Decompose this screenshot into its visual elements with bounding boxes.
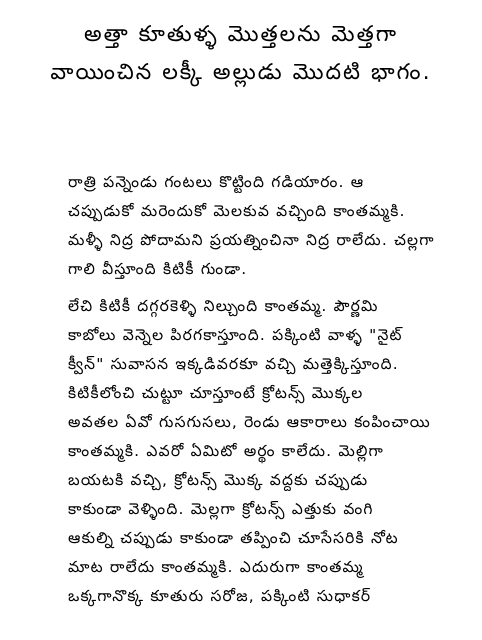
text-line: మాట రాలేదు కాంతమ్మకి. ఎదురుగా కాంతమ్మ <box>68 558 364 576</box>
paragraph-2 <box>68 292 482 611</box>
text-line: ఆకుల్ని చప్పుడు కాకుండా తప్పించి చూసేసరికి నోట <box>68 529 399 547</box>
text-line: కాబోలు వెన్నెల పిరగకాస్తూంది. పక్కింటి వాళ్ళ "నైట్ <box>68 326 403 344</box>
text-line: క్వీన్" సువాసన ఇక్కడివరకూ వచ్చి మత్తెక్కిస్తూంది. <box>68 355 399 373</box>
text-line: అవతల ఏవో గుసగుసలు, రెండు ఆకారాలు కంపించాయి <box>68 413 431 431</box>
text-line: గాలి వీస్తూంది కిటికీ గుండా. <box>68 260 248 278</box>
page-title-line-2: వాయించిన లక్కీ అల్లుడు మొదటి భాగం. <box>50 60 432 85</box>
text-line: మళ్ళీ నిద్ర పోదామని ప్రయత్నించినా నిద్ర రాలేదు. చల్లగా <box>68 231 435 249</box>
text-line: ఒక్కగానొక్క కూతురు సరోజ, పక్కింటి సుధాకర్ <box>68 587 372 605</box>
page-title-line-1: అత్తా కూతుళ్ళ మొత్తలను మెత్తగా <box>84 22 398 47</box>
text-line: కాకుండా వెళ్ళింది. మెల్లగా క్రోటన్స్ ఎత్తుకు వంగి <box>68 500 374 518</box>
paragraph-1 <box>68 168 482 284</box>
text-line: లేచి కిటికీ దగ్గరకెళ్ళి నిల్చుంది కాంతమ్మ. పౌర్ణమి <box>68 297 379 315</box>
text-line: రాత్రి పన్నెండు గంటలు కొట్టింది గడియారం. ఆ <box>68 173 365 191</box>
text-line: బయటకి వచ్చి, క్రోటన్స్ మొక్క వద్దకు చప్పుడు <box>68 471 369 489</box>
text-line: చప్పుడుకో మరెందుకో మెలకువ వచ్చింది కాంతమ్మకి. <box>68 202 406 220</box>
text-line: కిటికీలోంచి చుట్టూ చూస్తూంటే క్రోటన్స్ మొక్కల <box>68 384 364 402</box>
text-line: కాంతమ్మకి. ఎవరో ఏమిటో అర్థం కాలేదు. మెల్లిగా <box>68 442 385 460</box>
